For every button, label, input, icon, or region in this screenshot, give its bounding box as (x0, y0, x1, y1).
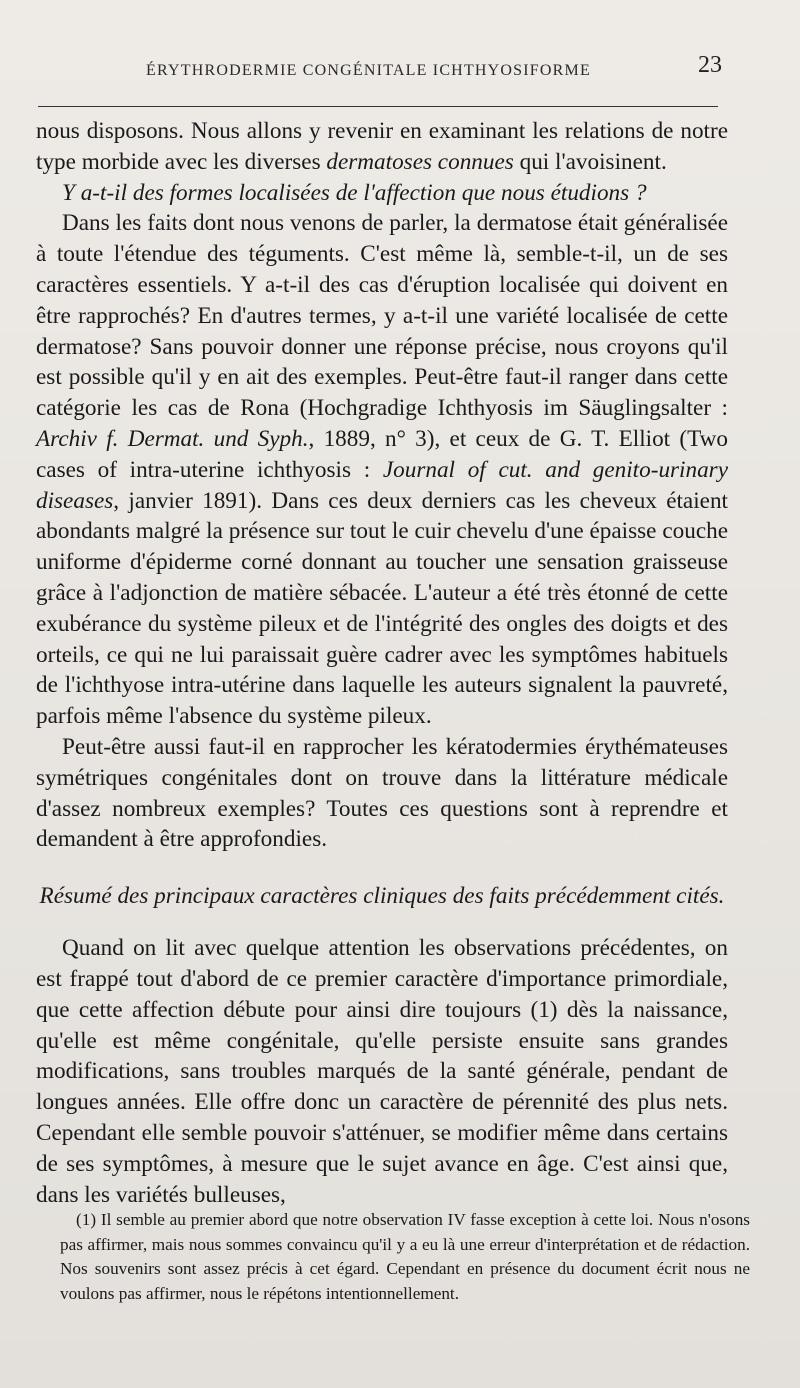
running-title: ÉRYTHRODERMIE CONGÉNITALE ICHTHYOSIFORME (146, 62, 591, 79)
paragraph-continuation: nous disposons. Nous allons y revenir en examinant les relations de notre type morbide avec les diverses dermatoses connues qui l'avoisinent. (36, 118, 728, 175)
journal-citation: Archiv f. Dermat. und Syph. (36, 425, 309, 452)
section-heading: Résumé des principaux caractères cliniques des faits précédemment cités. (39, 883, 725, 910)
paragraph-localized-forms: Dans les faits dont nous venons de parler, la dermatose était généralisée à toute l'étendue des téguments. C'est même là, semble-t-il, un de ses caractères essentiels. Y a-t-il des cas d'éruption localisée qui doivent en être rapprochés? En d'autres termes, y a-t-il une variété localisée de cette dermatose? Sans pouvoir donner une réponse précise, nous croyons qu'il est possible qu'il y en ait des exemples. Peut-être faut-il ranger dans cette catégorie les cas de Rona (Hochgradige Ichthyosis im Säuglingsalter : Archiv f. Dermat. und Syph., 1889, n° 3), et ceux de G. T. Elliot (Two cases of intra-uterine ichthyosis : Journal of cut. and genito-urinary diseases, janvier 1891). Dans ces deux derniers cas les cheveux étaient abondants malgré la présence sur tout le cuir chevelu d'une épaisse couche uniforme d'épiderme corné donnant au toucher une sensation graisseuse grâce à l'adjonction de matière sébacée. L'auteur a été très étonné de cette exubérance du système pileux et de l'intégrité des ongles des doigts et des orteils, ce qui ne lui paraissait guère cadrer avec les symptômes habituels de l'ichthyose intra-utérine dans laquelle les auteurs signalent la pauvreté, parfois même l'absence du système pileux. (36, 210, 729, 730)
footnote (60, 1208, 750, 1306)
journal-citation: Journal of cut. and genito-urinary diseases (36, 456, 729, 514)
body-text (36, 116, 728, 1210)
question-heading: Y a-t-il des formes localisées de l'affection que nous étudions ? (62, 179, 647, 206)
footnote-text: (1) Il semble au premier abord que notre observation IV fasse exception à cette loi. Nous n'osons pas affirmer, mais nous sommes convaincu qu'il y a eu là une erreur d'interprétation et de rédaction. Nos souvenirs sont assez précis à cet égard. Cependant en présence du document écrit nous ne voulons pas affirmer, nous le répétons intentionnellement. (60, 1210, 750, 1303)
header-rule (38, 106, 718, 107)
italic-term: dermatoses connues (326, 148, 514, 175)
paragraph-summary: Quand on lit avec quelque attention les observations précédentes, on est frappé tout d'abord de ce premier caractère d'importance primordiale, que cette affection débute pour ainsi dire toujours (1) dès la naissance, qu'elle est même congénitale, qu'elle persiste ensuite sans grandes modifications, sans troubles marqués de la santé générale, pendant de longues années. Elle offre donc un caractère de pérennité des plus nets. Cependant elle semble pouvoir s'atténuer, se modifier même dans certains de ses symptômes, à mesure que le sujet avance en âge. C'est ainsi que, dans les variétés bulleuses, (36, 935, 728, 1208)
page-header (38, 50, 722, 86)
paragraph-keratodermies: Peut-être aussi faut-il en rapprocher les kératodermies érythémateuses symétriques congénitales dont on trouve dans la littérature médicale d'assez nombreux exemples? Toutes ces questions sont à reprendre et demandent à être approfondies. (36, 733, 728, 853)
page-number: 23 (698, 52, 722, 78)
